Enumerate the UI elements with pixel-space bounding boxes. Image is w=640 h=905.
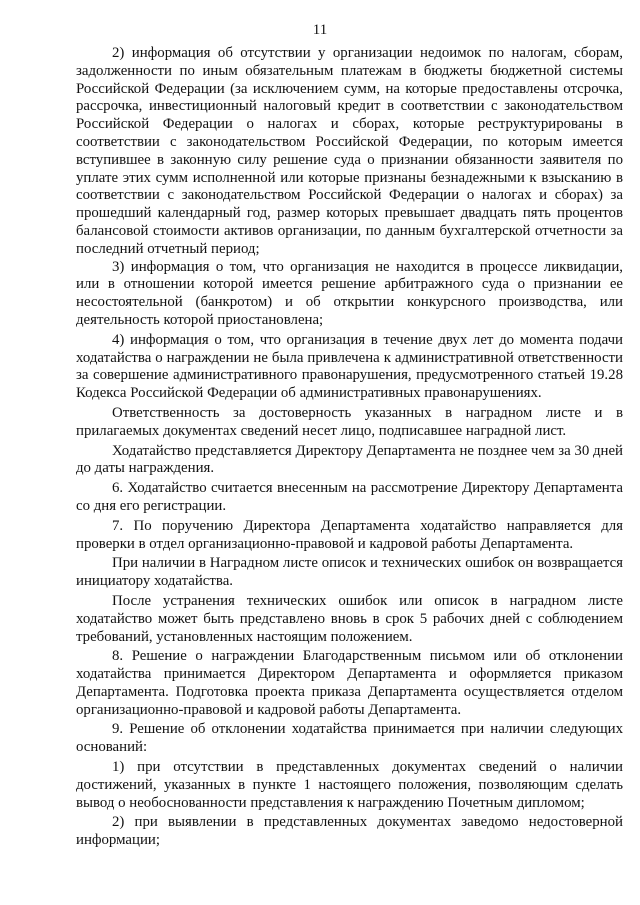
paragraph-submission-deadline: Ходатайство представляется Директору Департамента не позднее чем за 30 дней до даты награждения. [76,442,623,477]
paragraph-resubmission: После устранения технических ошибок или описок в наградном листе ходатайство может быть представлено вновь в срок 5 рабочих дней с соблюдением требований, установленных настоящим положением. [76,592,623,645]
paragraph-responsibility: Ответственность за достоверность указанных в наградном листе и в прилагаемых документах сведений несет лицо, подписавшее наградной лист. [76,404,623,439]
paragraph-item-3-no-liquidation: 3) информация о том, что организация не находится в процессе ликвидации, или в отношении которой имеется решение арбитражного суда о признании ее несостоятельной (банкротом) и об открытии конкурсного производства, или деятельность которой приостановлена; [76,258,623,328]
document-body [76,45,623,850]
paragraph-section-7: 7. По поручению Директора Департамента ходатайство направляется для проверки в отдел организационно-правовой и кадровой работы Департамента. [76,517,623,552]
paragraph-rejection-reason-2: 2) при выявлении в представленных документах заведомо недостоверной информации; [76,814,623,849]
paragraph-section-8: 8. Решение о награждении Благодарственным письмом или об отклонении ходатайства принимается Директором Департамента и оформляется приказом Департамента. Подготовка проекта приказа Департамента осуществляется отделом организационно-правовой и кадровой работы Департамента. [76,648,623,718]
page-number: 11 [312,22,328,38]
paragraph-rejection-reason-1: 1) при отсутствии в представленных документах сведений о наличии достижений, указанных в пункте 1 настоящего положения, позволяющим сделать вывод о необоснованности представления к награждению Почетным дипломом; [76,759,623,811]
paragraph-section-6: 6. Ходатайство считается внесенным на рассмотрение Директору Департамента со дня его регистрации. [76,480,623,514]
paragraph-errors-return: При наличии в Наградном листе описок и технических ошибок он возвращается инициатору ходатайства. [76,555,623,590]
paragraph-item-2-no-tax-arrears: 2) информация об отсутствии у организации недоимок по налогам, сборам, задолженности по иным обязательным платежам в бюджеты бюджетной системы Российской Федерации (за исключением сумм, на которые предоставлены отсрочка, рассрочка, инвестиционный налоговый кредит в соответствии с законодательством Российской Федерации о налогах и сборах, которые реструктурированы в соответствии с законодательством Российской Федерации, по которым имеется вступившее в законную силу решение суда о признании обязанности заявителя по уплате этих сумм исполненной или которые признаны безнадежными к взысканию в соответствии с законодательством Российской Федерации о налогах и сборах) за прошедший календарный год, размер которых превышает двадцать пять процентов балансовой стоимости активов организации, по данным бухгалтерской отчетности за последний отчетный период; [76,45,623,257]
paragraph-item-4-no-administrative-liability: 4) информация о том, что организация в течение двух лет до момента подачи ходатайства о награждении не была привлечена к административной ответственности за совершение административного правонарушения, предусмотренного статьей 19.28 Кодекса Российской Федерации об административных правонарушениях. [76,331,623,402]
paragraph-section-9: 9. Решение об отклонении ходатайства принимается при наличии следующих оснований: [76,721,623,756]
